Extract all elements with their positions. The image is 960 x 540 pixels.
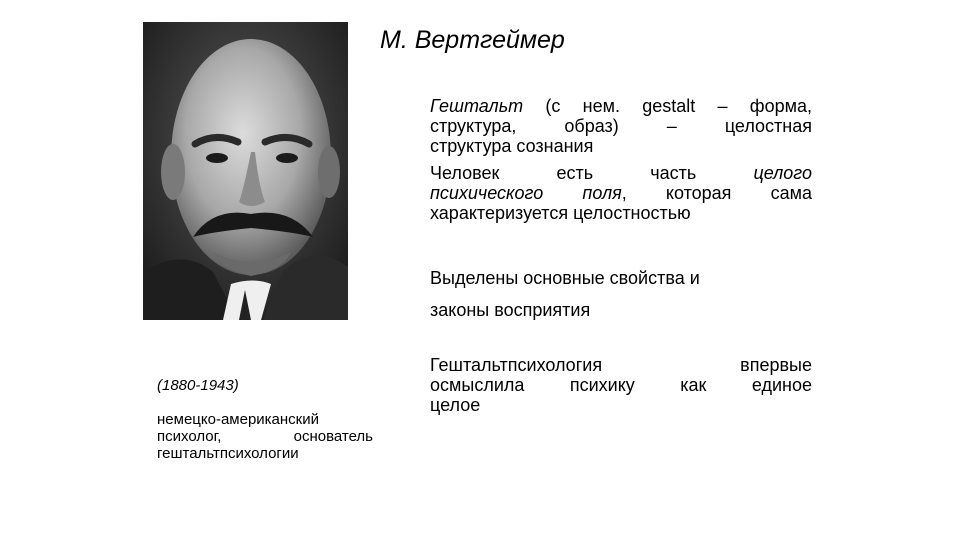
gestalt-line-3: структура сознания: [430, 136, 594, 156]
gestalt-line-1: [430, 96, 812, 116]
psychology-line-1: Гештальтпсихология впервые: [430, 355, 812, 375]
properties-line-2: законы восприятия: [430, 300, 591, 320]
psychology-statement: [430, 355, 812, 415]
person-line-2-rest: , которая сама: [621, 183, 812, 203]
psychology-line-2: осмыслила психику как единое: [430, 375, 812, 395]
page-title: М. Вертгеймер: [380, 26, 565, 54]
bio-line-2: психолог, основатель: [157, 428, 373, 445]
gestalt-definition: [430, 96, 812, 156]
person-line-3: характеризуется целостностью: [430, 203, 691, 223]
person-statement: [430, 163, 812, 223]
bio-caption: [157, 411, 373, 462]
bio-line-1: немецко-американский: [157, 411, 319, 428]
properties-statement: [430, 262, 812, 326]
person-line-2-italic: психического поля: [430, 183, 622, 203]
life-years: (1880-1943): [157, 377, 239, 394]
properties-line-1: Выделены основные свойства и: [430, 268, 700, 288]
psychology-line-3: целое: [430, 395, 481, 415]
portrait-photo: [143, 22, 348, 320]
person-line-2: [430, 183, 812, 203]
person-line-1-start: Человек есть часть: [430, 163, 754, 183]
gestalt-line-1-rest: (с нем. gestalt – форма,: [523, 96, 812, 116]
bio-line-3: гештальтпсихологии: [157, 445, 299, 462]
gestalt-line-2: структура, образ) – целостная: [430, 116, 812, 136]
gestalt-term: Гештальт: [430, 96, 524, 116]
person-line-1: [430, 163, 812, 183]
person-line-1-italic: целого: [753, 163, 812, 183]
